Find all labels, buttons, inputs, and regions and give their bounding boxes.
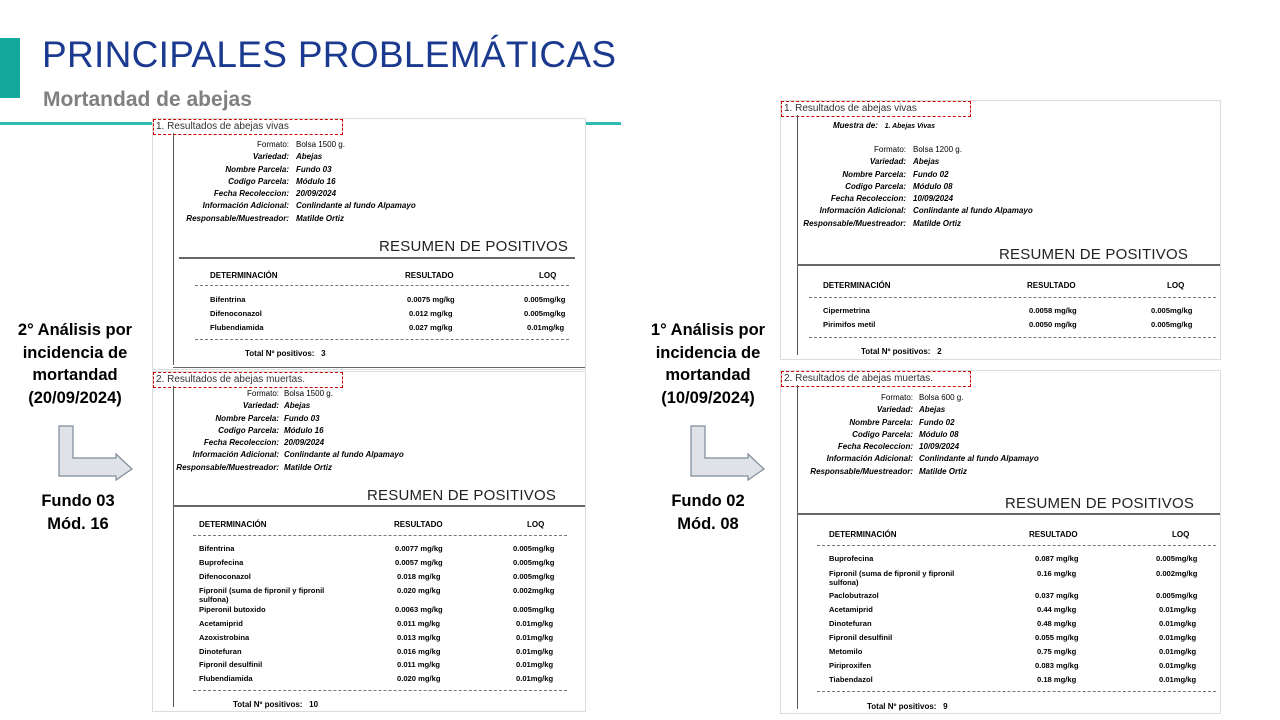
meta-values: [284, 388, 404, 474]
meta-label: Variedad:: [876, 405, 913, 415]
cell-resultado: 0.027 mg/kg: [409, 323, 453, 332]
cell-loq: 0.01mg/kg: [516, 674, 554, 683]
summary-title: RESUMEN DE POSITIVOS: [379, 238, 569, 255]
right-analysis-line: incidencia de: [655, 343, 761, 362]
meta-labels: [810, 392, 913, 478]
cell-determinacion: Metomilo: [829, 647, 863, 656]
summary-rule: [797, 264, 1220, 266]
cell-determinacion: Acetamiprid: [199, 619, 243, 628]
header-dashes: [193, 535, 567, 536]
meta-label: Formato:: [256, 140, 289, 149]
summary-rule: [797, 513, 1220, 515]
muestra-value: 1. Abejas Vivas: [884, 123, 936, 130]
right-report-live-bees: [780, 100, 1221, 360]
meta-label: Formato:: [873, 145, 906, 154]
cell-loq: 0.005mg/kg: [1151, 320, 1193, 329]
meta-label: Fecha Recoleccion:: [837, 442, 913, 452]
left-analysis-line: mortandad: [32, 366, 118, 384]
left-report-dead-bees: [152, 371, 586, 712]
meta-label: Codigo Parcela:: [218, 425, 279, 435]
col-loq: LOQ: [539, 271, 557, 280]
meta-label: Fecha Recoleccion:: [213, 189, 289, 199]
col-determinacion: DETERMINACIÓN: [210, 271, 278, 280]
col-determinacion: DETERMINACIÓN: [823, 281, 891, 290]
cell-resultado: 0.011 mg/kg: [397, 619, 441, 628]
meta-label: Información Adicional:: [202, 201, 289, 211]
meta-label: Información Adicional:: [826, 454, 913, 464]
cell-resultado: 0.0063 mg/kg: [395, 605, 443, 614]
cell-resultado: 0.011 mg/kg: [397, 660, 441, 669]
meta-value: Conlindante al fundo Alpamayo: [919, 454, 1039, 464]
cell-loq: 0.005mg/kg: [513, 558, 555, 567]
meta-value: Módulo 16: [296, 176, 336, 186]
cell-determinacion: Buprofecina: [829, 554, 874, 563]
header-dashes: [817, 545, 1216, 546]
cell-loq: 0.002mg/kg: [513, 586, 555, 595]
meta-value: Conlindante al fundo Alpamayo: [296, 201, 416, 211]
total-dashes: [193, 690, 567, 691]
muestra: [833, 121, 935, 130]
cell-determinacion: Piperonil butoxido: [199, 605, 266, 614]
meta-label: Responsable/Muestreador:: [810, 466, 913, 476]
cell-resultado: 0.012 mg/kg: [409, 309, 453, 318]
cell-loq: 0.01mg/kg: [1159, 605, 1197, 614]
report-heading: 1. Resultados de abejas vivas: [153, 119, 343, 135]
cell-loq: 0.01mg/kg: [1159, 619, 1197, 628]
total-dashes: [195, 339, 569, 340]
meta-value: Bolsa 1500 g.: [296, 140, 345, 149]
cell-determinacion: Fipronil desulfinil: [199, 660, 263, 669]
cell-loq: 0.005mg/kg: [1156, 591, 1198, 600]
meta-value: Fundo 02: [919, 417, 955, 427]
meta-value: Conlindante al fundo Alpamayo: [913, 206, 1033, 216]
header-dashes: [809, 297, 1216, 298]
meta-label: Responsable/Muestreador:: [803, 218, 906, 228]
total-positivos: [245, 349, 326, 358]
total-label: Total Nº positivos:: [245, 349, 315, 358]
total-label: Total Nº positivos:: [233, 700, 303, 709]
summary-rule: [179, 257, 575, 259]
left-arrow-icon: [58, 425, 134, 481]
meta-label: Información Adicional:: [819, 206, 906, 216]
cell-determinacion: Dinotefuran: [829, 619, 872, 628]
left-location-label: [13, 490, 143, 535]
meta-label: Variedad:: [252, 152, 289, 162]
cell-resultado: 0.037 mg/kg: [1035, 591, 1079, 600]
report-border: [797, 115, 798, 355]
right-report-dead-bees: [780, 370, 1221, 714]
divider-left: [0, 122, 152, 125]
report-heading: 2. Resultados de abejas muertas.: [781, 371, 971, 387]
cell-determinacion: Paclobutrazol: [829, 591, 879, 600]
cell-determinacion: Fipronil desulfinil: [829, 633, 893, 642]
cell-determinacion: Fipronil (suma de fipronil y fipronil sulfona): [199, 586, 325, 604]
meta-label: Nombre Parcela:: [225, 164, 289, 174]
muestra-label: Muestra de:: [833, 121, 878, 130]
meta-value: Módulo 08: [913, 181, 953, 191]
cell-determinacion: Flubendiamida: [210, 323, 264, 332]
left-analysis-label: [0, 319, 150, 409]
cell-resultado: 0.0050 mg/kg: [1029, 320, 1077, 329]
report-heading: 1. Resultados de abejas vivas: [781, 101, 971, 117]
cell-determinacion: Difenoconazol: [210, 309, 262, 318]
left-analysis-line: (20/09/2024): [28, 388, 122, 407]
col-resultado: RESULTADO: [1029, 530, 1078, 539]
report-heading: 2. Resultados de abejas muertas.: [153, 372, 343, 388]
col-determinacion: DETERMINACIÓN: [199, 520, 267, 529]
meta-value: Módulo 08: [919, 429, 959, 439]
cell-resultado: 0.016 mg/kg: [397, 647, 441, 656]
right-location-label: [643, 490, 773, 535]
cell-resultado: 0.48 mg/kg: [1037, 619, 1077, 628]
meta-label: Fecha Recoleccion:: [203, 438, 279, 448]
cell-resultado: 0.087 mg/kg: [1035, 554, 1079, 563]
meta-value: 10/09/2024: [919, 442, 960, 452]
right-analysis-line: mortandad: [665, 366, 751, 384]
meta-value: Abejas: [296, 152, 323, 162]
meta-value: Matilde Ortiz: [296, 213, 345, 223]
page-title: PRINCIPALES PROBLEMÁTICAS: [42, 34, 617, 75]
meta-value: Módulo 16: [284, 425, 324, 435]
cell-loq: 0.005mg/kg: [513, 572, 555, 581]
col-resultado: RESULTADO: [405, 271, 454, 280]
cell-loq: 0.005mg/kg: [1156, 554, 1198, 563]
meta-label: Codigo Parcela:: [228, 176, 289, 186]
report-border: [797, 385, 798, 709]
cell-resultado: 0.0058 mg/kg: [1029, 306, 1077, 315]
cell-loq: 0.005mg/kg: [524, 295, 566, 304]
cell-loq: 0.01mg/kg: [516, 647, 554, 656]
cell-resultado: 0.013 mg/kg: [397, 633, 441, 642]
meta-value: Fundo 02: [913, 169, 949, 179]
cell-loq: 0.005mg/kg: [513, 605, 555, 614]
col-determinacion: DETERMINACIÓN: [829, 530, 897, 539]
cell-loq: 0.01mg/kg: [527, 323, 565, 332]
meta-value: Abejas: [913, 157, 940, 167]
cell-loq: 0.01mg/kg: [1159, 633, 1197, 642]
meta-labels: [186, 139, 289, 225]
meta-labels: [176, 388, 279, 474]
meta-value: 10/09/2024: [913, 194, 954, 204]
meta-values: [296, 139, 416, 225]
cell-resultado: 0.16 mg/kg: [1037, 569, 1077, 578]
cell-determinacion: Flubendiamida: [199, 674, 253, 683]
cell-loq: 0.01mg/kg: [1159, 661, 1197, 670]
total-positivos: [233, 700, 318, 709]
total-positivos: [867, 702, 948, 711]
total-label: Total Nº positivos:: [867, 702, 937, 711]
report-bottom-rule: [173, 367, 585, 368]
col-resultado: RESULTADO: [1027, 281, 1076, 290]
meta-values: [913, 144, 1033, 230]
cell-loq: 0.005mg/kg: [513, 544, 555, 553]
meta-value: Abejas: [284, 401, 311, 411]
page-subtitle: Mortandad de abejas: [43, 88, 252, 111]
accent-bar: [0, 38, 20, 98]
meta-label: Codigo Parcela:: [852, 429, 913, 439]
total-value: 2: [937, 347, 942, 356]
cell-loq: 0.01mg/kg: [516, 619, 554, 628]
meta-value: Bolsa 1500 g.: [284, 389, 333, 398]
total-positivos: [861, 347, 942, 356]
right-location-line: Fundo 02: [671, 492, 745, 510]
meta-label: Codigo Parcela:: [845, 181, 906, 191]
left-analysis-line: 2° Análisis por: [17, 321, 133, 339]
cell-determinacion: Bifentrina: [199, 544, 235, 553]
meta-label: Variedad:: [869, 157, 906, 167]
summary-title: RESUMEN DE POSITIVOS: [367, 487, 557, 504]
col-loq: LOQ: [1172, 530, 1190, 539]
divider-right: [586, 122, 621, 125]
cell-loq: 0.01mg/kg: [1159, 675, 1197, 684]
summary-rule: [173, 505, 585, 507]
meta-label: Variedad:: [242, 401, 279, 411]
cell-loq: 0.01mg/kg: [516, 660, 554, 669]
header-dashes: [195, 285, 569, 286]
cell-determinacion: Fipronil (suma de fipronil y fipronil sulfona): [829, 569, 955, 587]
report-border: [173, 386, 174, 707]
meta-label: Formato:: [880, 393, 913, 402]
meta-label: Nombre Parcela:: [842, 169, 906, 179]
meta-value: Matilde Ortiz: [913, 218, 962, 228]
col-loq: LOQ: [1167, 281, 1185, 290]
cell-loq: 0.005mg/kg: [1151, 306, 1193, 315]
cell-resultado: 0.020 mg/kg: [397, 586, 441, 595]
left-report-live-bees: [152, 118, 586, 370]
meta-value: Bolsa 600 g.: [919, 393, 964, 402]
right-analysis-line: (10/09/2024): [661, 388, 755, 407]
cell-resultado: 0.018 mg/kg: [397, 572, 441, 581]
cell-determinacion: Cipermetrina: [823, 306, 870, 315]
meta-value: Abejas: [919, 405, 946, 415]
col-resultado: RESULTADO: [394, 520, 443, 529]
meta-label: Responsable/Muestreador:: [186, 213, 289, 223]
cell-resultado: 0.18 mg/kg: [1037, 675, 1077, 684]
cell-determinacion: Dinotefuran: [199, 647, 242, 656]
right-analysis-line: 1° Análisis por: [650, 321, 766, 339]
cell-determinacion: Difenoconazol: [199, 572, 251, 581]
cell-determinacion: Acetamiprid: [829, 605, 873, 614]
report-border: [173, 133, 174, 365]
cell-resultado: 0.0077 mg/kg: [395, 544, 443, 553]
meta-value: Bolsa 1200 g.: [913, 145, 962, 154]
total-dashes: [809, 337, 1216, 338]
right-location-line: Mód. 08: [677, 514, 739, 533]
meta-label: Responsable/Muestreador:: [176, 462, 279, 472]
cell-loq: 0.01mg/kg: [516, 633, 554, 642]
total-label: Total Nº positivos:: [861, 347, 931, 356]
cell-determinacion: Azoxistrobina: [199, 633, 250, 642]
cell-resultado: 0.0075 mg/kg: [407, 295, 455, 304]
left-location-line: Fundo 03: [41, 492, 115, 510]
meta-value: Conlindante al fundo Alpamayo: [284, 450, 404, 460]
cell-loq: 0.005mg/kg: [524, 309, 566, 318]
meta-label: Nombre Parcela:: [215, 413, 279, 423]
summary-title: RESUMEN DE POSITIVOS: [999, 246, 1189, 263]
meta-value: Fundo 03: [284, 413, 320, 423]
meta-value: Fundo 03: [296, 164, 332, 174]
right-arrow-icon: [690, 425, 766, 481]
cell-resultado: 0.055 mg/kg: [1035, 633, 1079, 642]
cell-determinacion: Bifentrina: [210, 295, 246, 304]
meta-label: Formato:: [246, 389, 279, 398]
cell-resultado: 0.083 mg/kg: [1035, 661, 1079, 670]
total-value: 3: [321, 349, 326, 358]
cell-resultado: 0.020 mg/kg: [397, 674, 441, 683]
meta-label: Fecha Recoleccion:: [830, 194, 906, 204]
meta-labels: [803, 144, 906, 230]
meta-label: Nombre Parcela:: [849, 417, 913, 427]
meta-label: Información Adicional:: [192, 450, 279, 460]
summary-title: RESUMEN DE POSITIVOS: [1005, 495, 1195, 512]
cell-determinacion: Buprofecina: [199, 558, 244, 567]
cell-resultado: 0.75 mg/kg: [1037, 647, 1077, 656]
cell-loq: 0.002mg/kg: [1156, 569, 1198, 578]
meta-value: Matilde Ortiz: [284, 462, 333, 472]
meta-value: 20/09/2024: [284, 438, 325, 448]
total-value: 9: [943, 702, 948, 711]
cell-determinacion: Tiabendazol: [829, 675, 873, 684]
cell-resultado: 0.0057 mg/kg: [395, 558, 443, 567]
right-analysis-label: [633, 319, 783, 409]
col-loq: LOQ: [527, 520, 545, 529]
cell-resultado: 0.44 mg/kg: [1037, 605, 1077, 614]
meta-value: 20/09/2024: [296, 189, 337, 199]
meta-value: Matilde Ortiz: [919, 466, 968, 476]
cell-loq: 0.01mg/kg: [1159, 647, 1197, 656]
total-dashes: [817, 691, 1216, 692]
meta-values: [919, 392, 1039, 478]
left-location-line: Mód. 16: [47, 514, 109, 533]
cell-determinacion: Pirimifos metil: [823, 320, 876, 329]
left-analysis-line: incidencia de: [22, 343, 128, 362]
cell-determinacion: Piriproxifen: [829, 661, 872, 670]
total-value: 10: [309, 700, 319, 709]
